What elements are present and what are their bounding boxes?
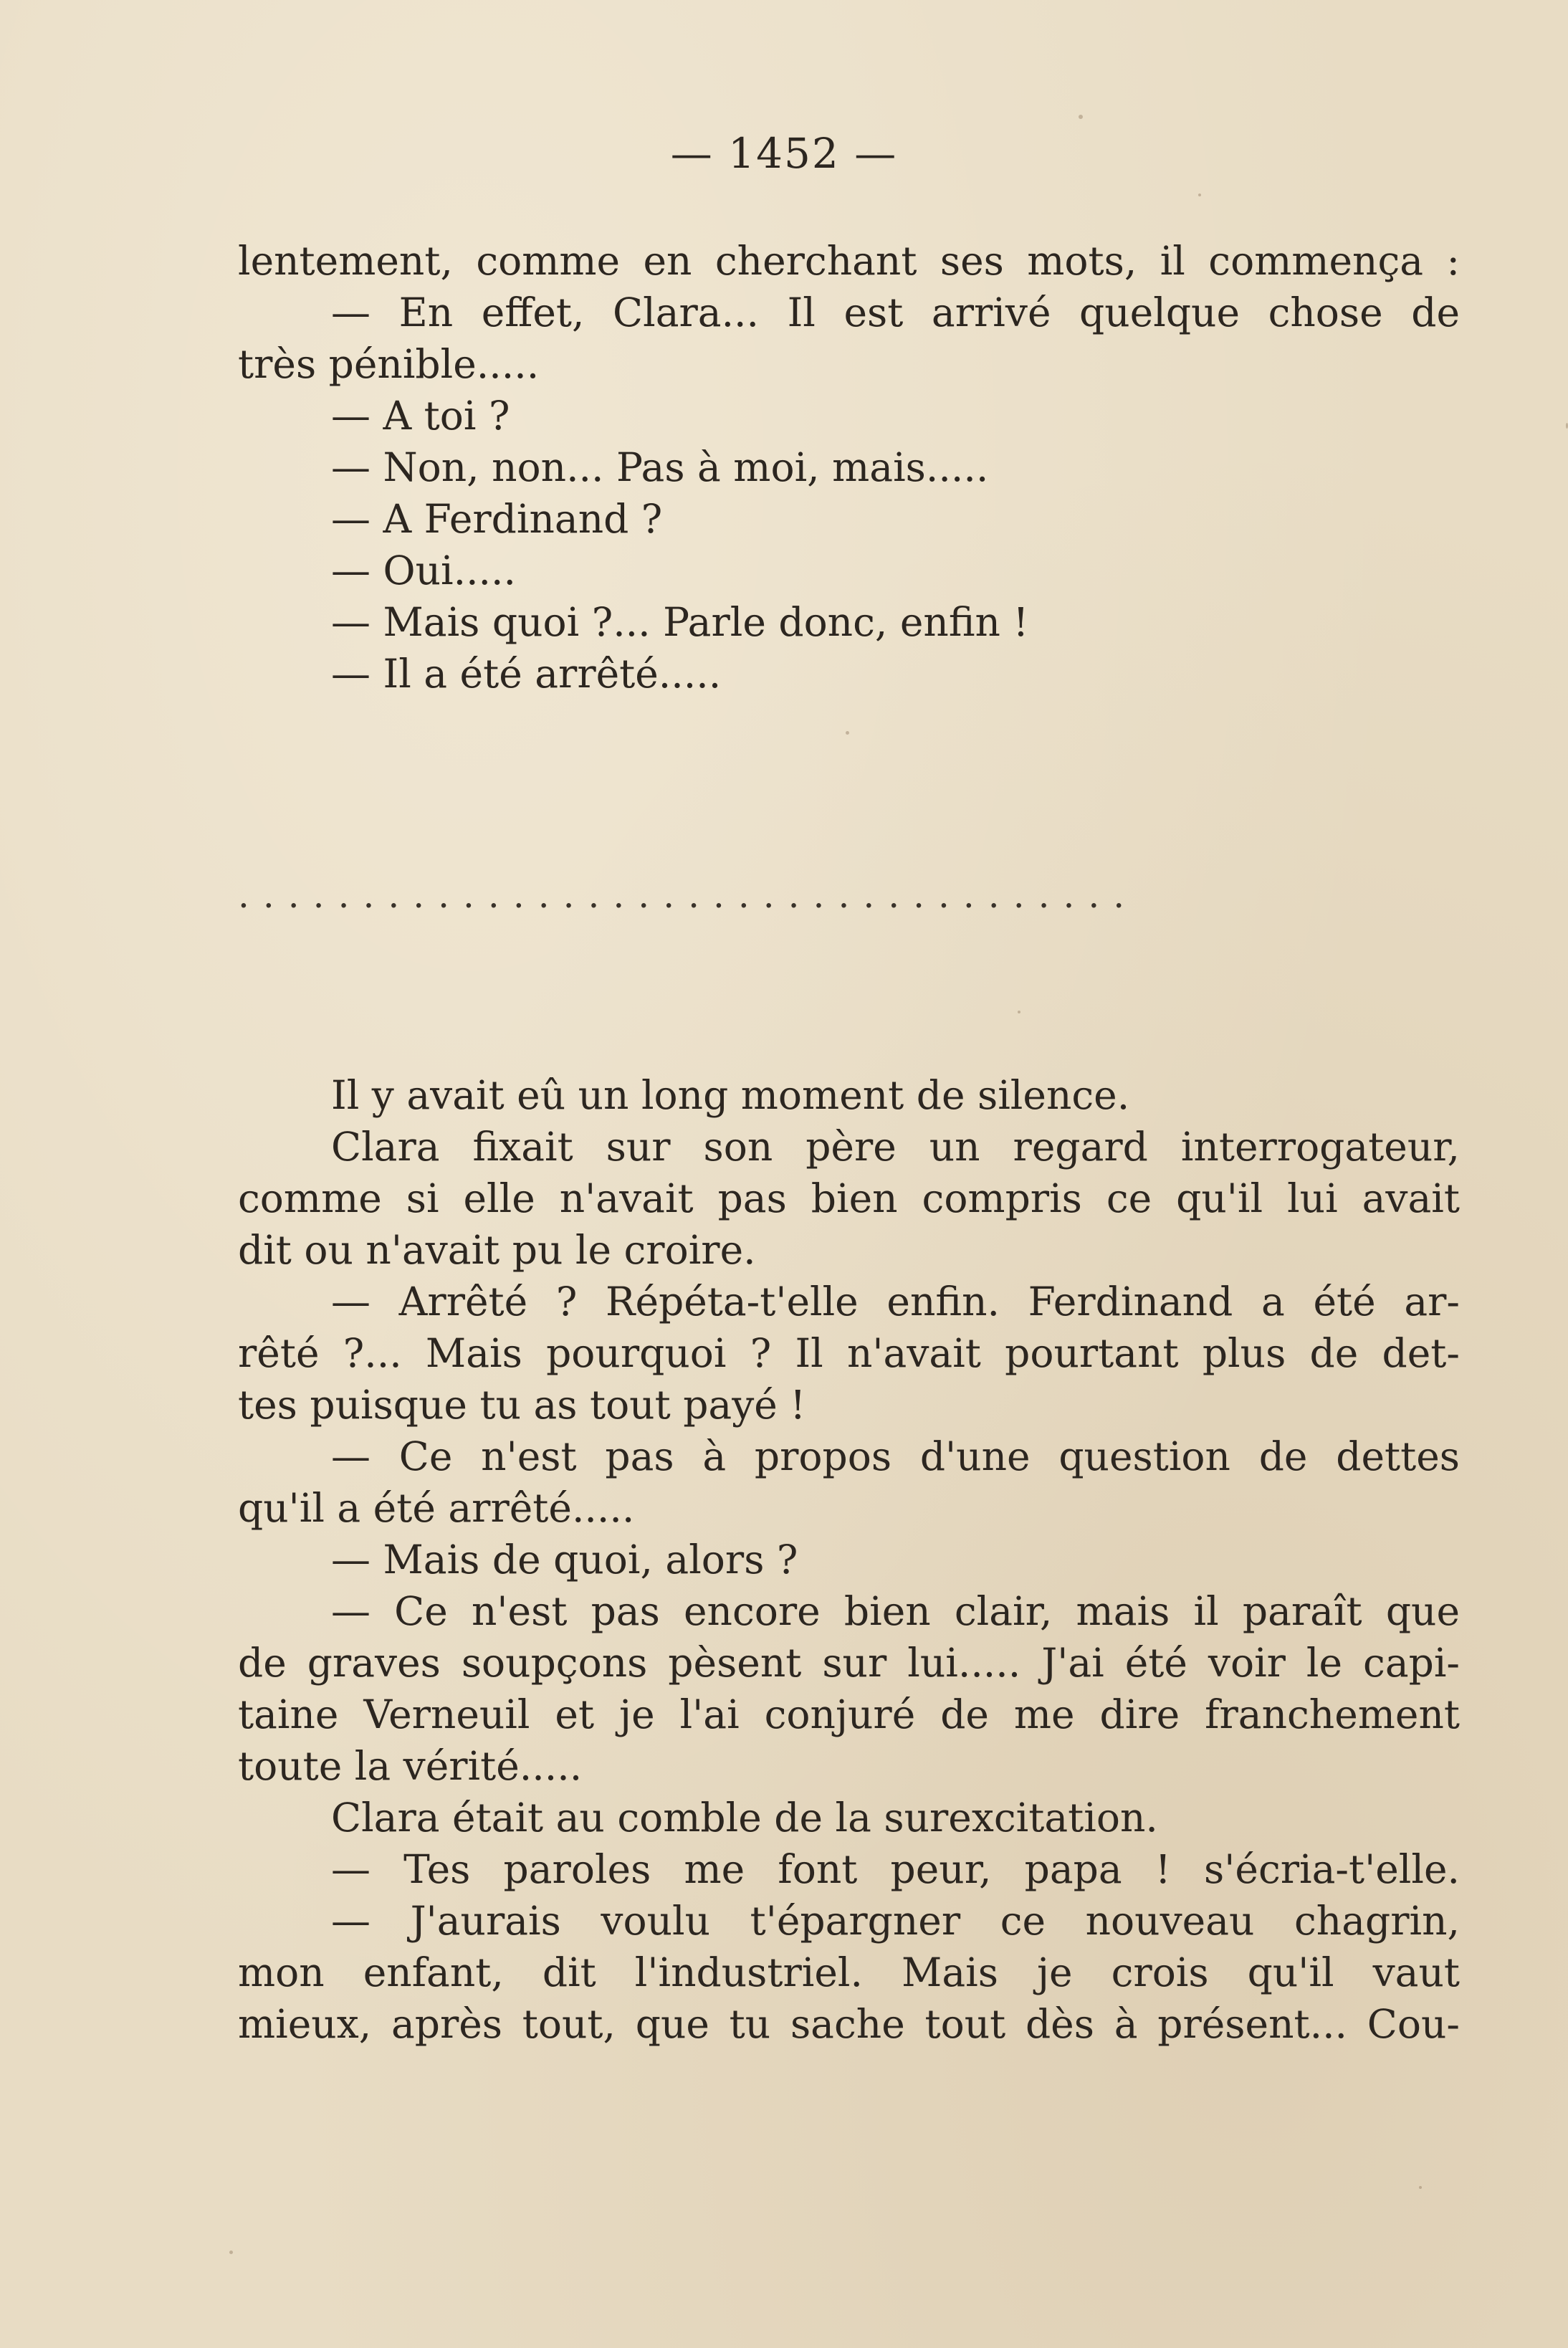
section-separator: .................................... <box>238 874 1139 916</box>
paper-speck <box>1079 115 1083 119</box>
text-line: — Mais de quoi, alors ? <box>331 1537 798 1583</box>
text-line: taine Verneuil et je l'ai conjuré de me dire franchement <box>238 1691 1460 1737</box>
paper-speck <box>229 2251 233 2254</box>
text-line: — A toi ? <box>331 393 510 439</box>
text-line: — Non, non... Pas à moi, mais..... <box>331 444 989 490</box>
paper-speck <box>1419 2186 1422 2189</box>
page-number: — 1452 — <box>670 129 898 178</box>
text-line: Clara était au comble de la surexcitation. <box>331 1795 1158 1841</box>
text-line: Il y avait eû un long moment de silence. <box>331 1072 1130 1118</box>
text-line: de graves soupçons pèsent sur lui..... J'ai été voir le capi- <box>238 1640 1460 1686</box>
text-line: — Arrêté ? Répéta-t'elle enfin. Ferdinand a été ar- <box>331 1279 1460 1325</box>
text-line: tes puisque tu as tout payé ! <box>238 1382 806 1428</box>
text-line: — Tes paroles me font peur, papa ! s'écria-t'elle. <box>331 1846 1460 1892</box>
paper-speck <box>1198 194 1201 196</box>
text-line: dit ou n'avait pu le croire. <box>238 1227 756 1273</box>
text-line: — J'aurais voulu t'épargner ce nouveau chagrin, <box>331 1898 1460 1944</box>
text-line: — Ce n'est pas à propos d'une question de dettes <box>331 1433 1460 1479</box>
text-line: — Il a été arrêté..... <box>331 651 722 697</box>
text-line: — En effet, Clara... Il est arrivé quelque chose de <box>331 290 1460 335</box>
text-line: très pénible..... <box>238 341 540 387</box>
text-line: lentement, comme en cherchant ses mots, il commença : <box>238 238 1460 284</box>
text-line: rêté ?... Mais pourquoi ? Il n'avait pourtant plus de det- <box>238 1330 1460 1376</box>
paper-speck <box>1018 1011 1020 1013</box>
text-line: — Mais quoi ?... Parle donc, enfin ! <box>331 599 1029 645</box>
text-line: — Ce n'est pas encore bien clair, mais il paraît que <box>331 1588 1460 1634</box>
text-line: — Oui..... <box>331 548 517 593</box>
text-line: mieux, après tout, que tu sache tout dès à présent... Cou- <box>238 2001 1460 2047</box>
text-line: — A Ferdinand ? <box>331 496 663 542</box>
text-line: mon enfant, dit l'industriel. Mais je crois qu'il vaut <box>238 1949 1460 1995</box>
text-line: comme si elle n'avait pas bien compris ce qu'il lui avait <box>238 1175 1460 1221</box>
paper-speck <box>846 731 849 735</box>
text-line: qu'il a été arrêté..... <box>238 1485 635 1531</box>
text-line: Clara fixait sur son père un regard interrogateur, <box>331 1124 1460 1170</box>
text-line: toute la vérité..... <box>238 1743 583 1789</box>
